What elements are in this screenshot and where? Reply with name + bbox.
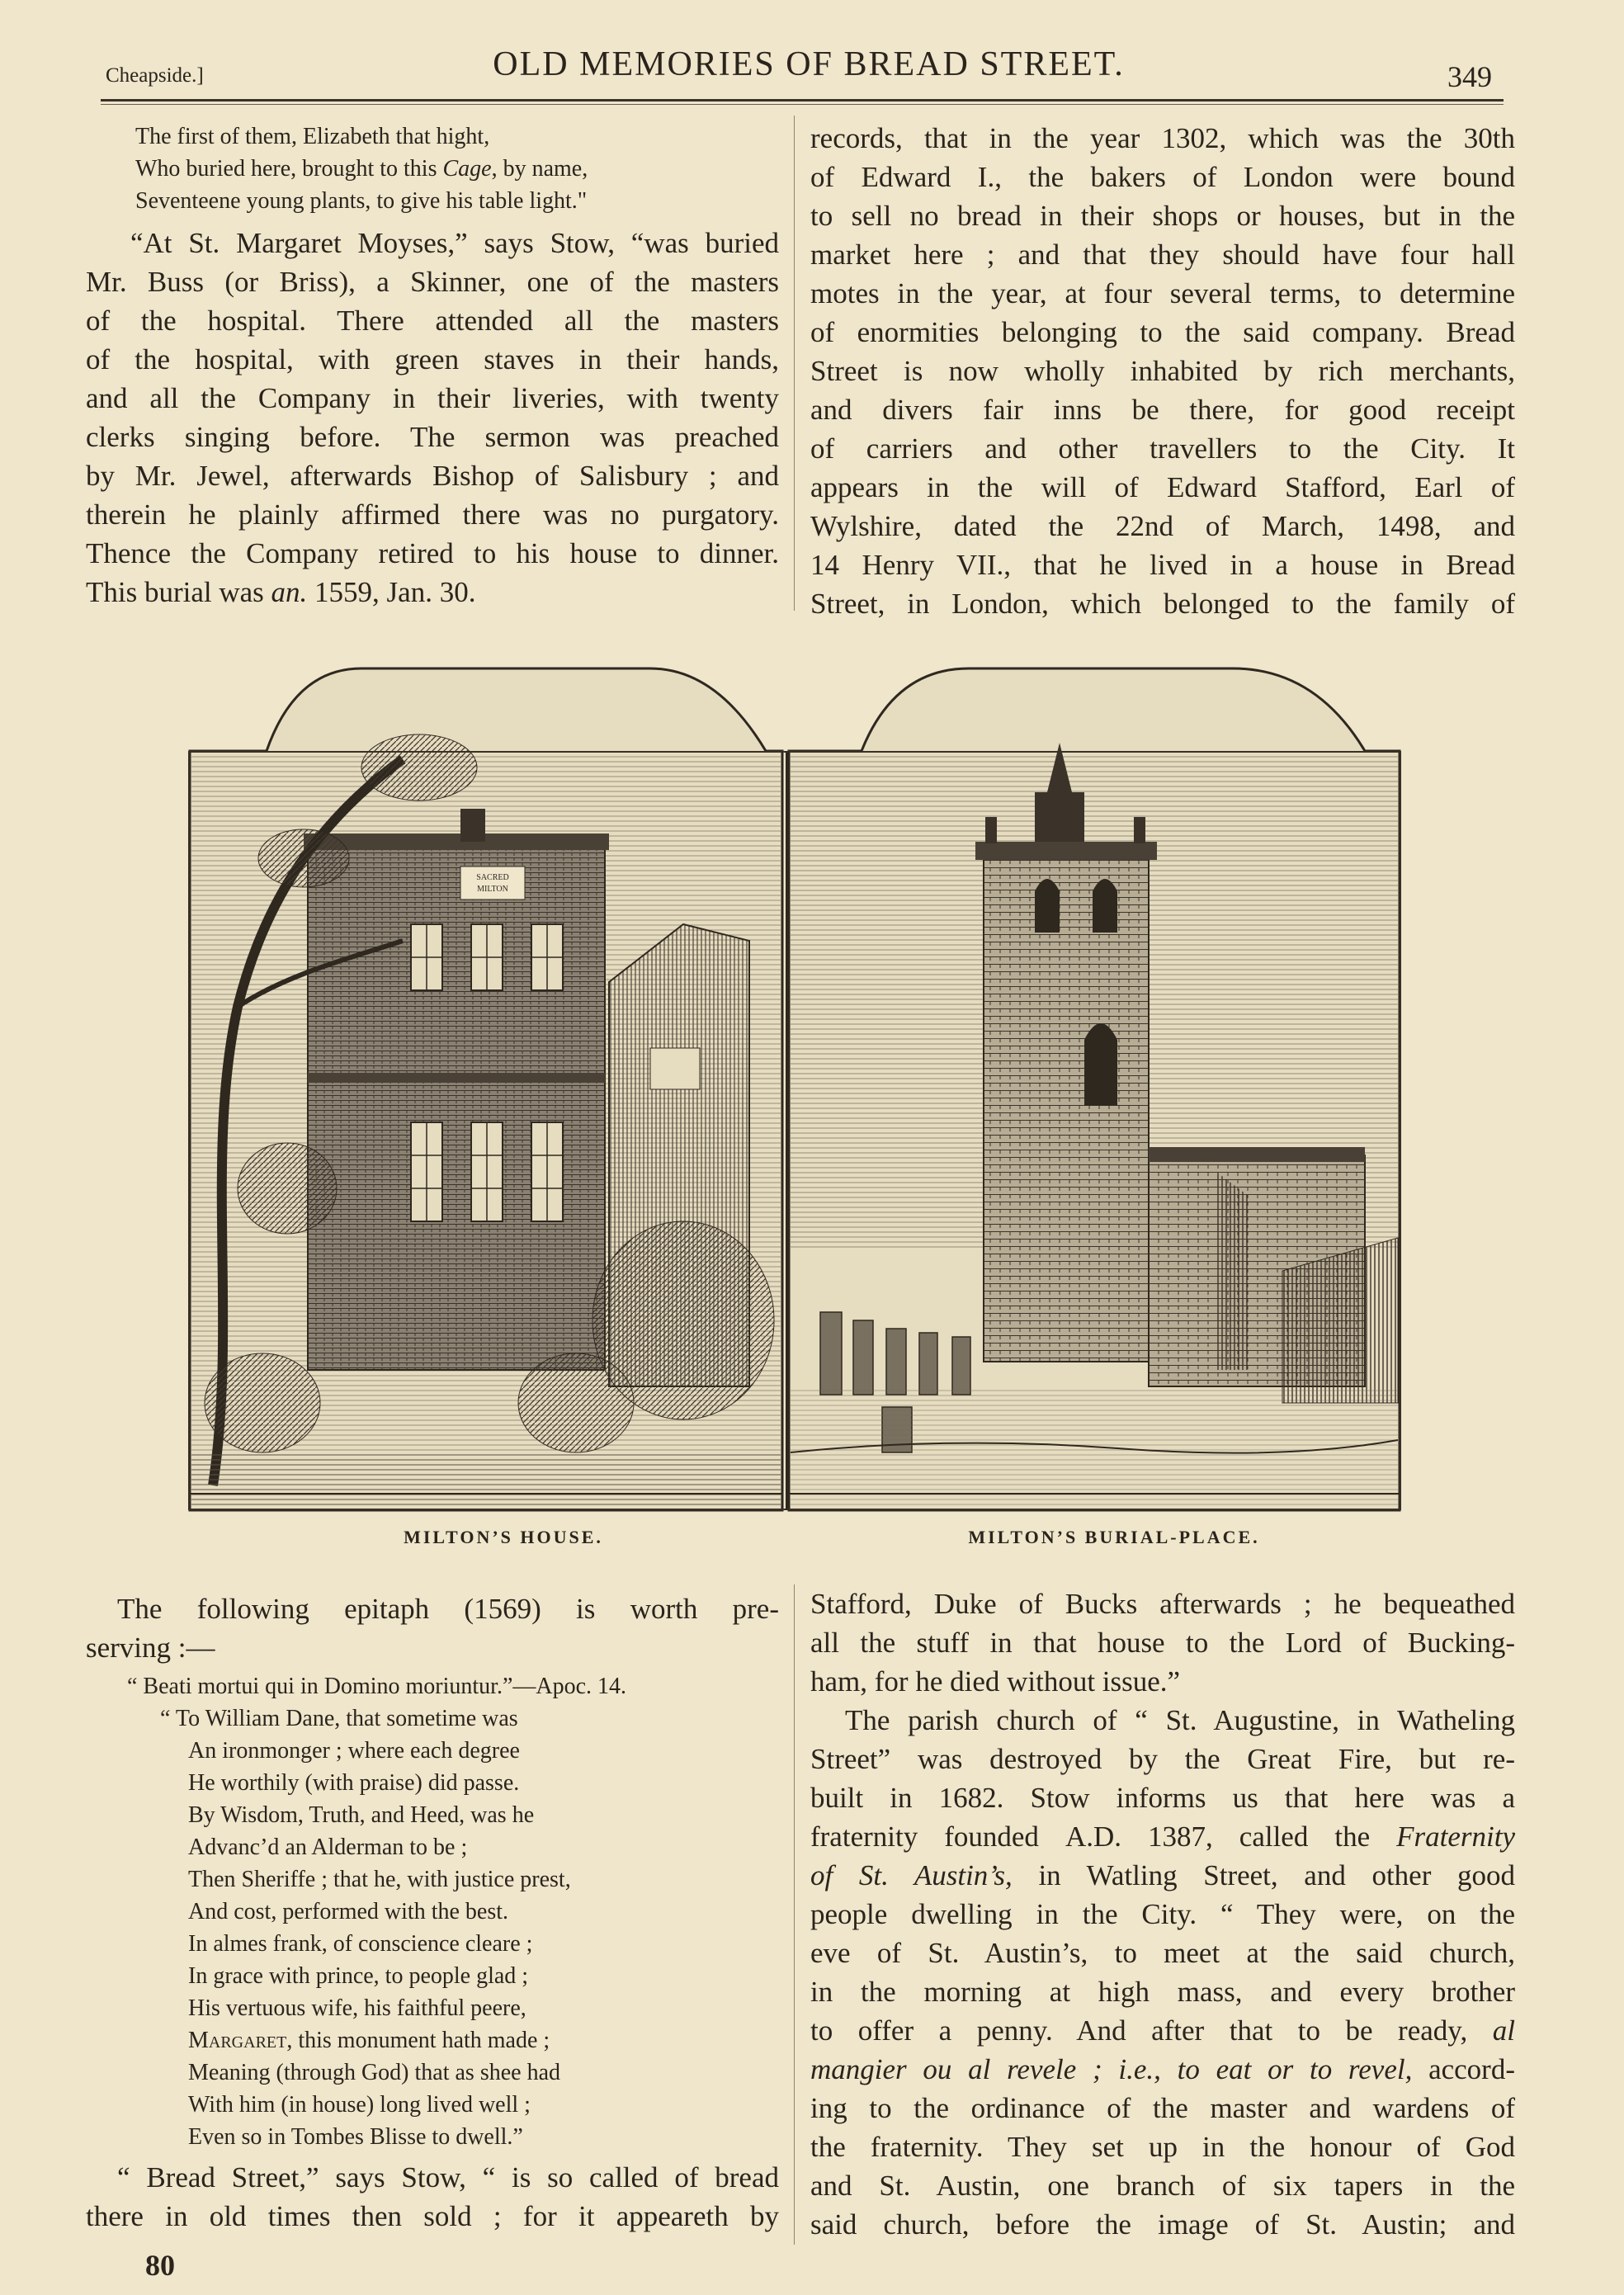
right-column-bottom <box>810 1584 1515 2244</box>
running-head-section: Cheapside.] <box>106 64 204 87</box>
text-line: Stafford, Duke of Bucks afterwards ; he bequeathed <box>810 1588 1515 1620</box>
text-line: 14 Henry VII., that he lived in a house in Bread <box>810 549 1515 581</box>
text-line: ing to the ordinance of the master and wardens of <box>810 2092 1515 2124</box>
page-number: 349 <box>1447 60 1492 93</box>
epitaph-line: With him (in house) long lived well ; <box>188 2092 531 2118</box>
text-line: built in 1682. Stow informs us that here was a <box>810 1782 1515 1814</box>
text-line: of the hospital, with green staves in their hands, <box>86 343 779 375</box>
illustration-divider <box>786 751 788 1510</box>
caption-miltons-burial-place: MILTON’S BURIAL-PLACE. <box>968 1527 1260 1547</box>
text-line: therein he plainly affirmed there was no purgatory. <box>86 498 779 531</box>
epitaph-line: Margaret, this monument hath made ; <box>188 2028 550 2053</box>
text-line: all the stuff in that house to the Lord of Bucking- <box>810 1627 1515 1659</box>
verse-line: Who buried here, brought to this Cage, by name, <box>135 156 588 182</box>
verse-quote <box>86 120 779 217</box>
text-line: said church, before the image of St. Austin; and <box>810 2208 1515 2241</box>
text-line: This burial was an. 1559, Jan. 30. <box>86 576 476 608</box>
epitaph-line: In almes frank, of conscience cleare ; <box>188 1931 533 1957</box>
caption-miltons-house: MILTON’S HOUSE. <box>404 1527 603 1547</box>
text-line: and St. Austin, one branch of six tapers in the <box>810 2170 1515 2202</box>
text-line: of St. Austin’s, in Watling Street, and other good <box>810 1859 1516 1891</box>
house-sign-line1: SACRED <box>476 873 509 882</box>
right-column-top <box>810 119 1515 623</box>
text-line: fraternity founded A.D. 1387, called the Fraternity <box>810 1820 1515 1853</box>
illustration-frame <box>188 751 1401 1510</box>
epitaph-line: His vertuous wife, his faithful peere, <box>188 1995 526 2021</box>
epitaph-line: Meaning (through God) that as shee had <box>188 2060 560 2085</box>
text-line: in the morning at high mass, and every brother <box>810 1976 1515 2008</box>
text-line: mangier ou al revele ; i.e., to eat or to revel, accord- <box>810 2053 1515 2085</box>
column-rule-top <box>794 116 795 611</box>
epitaph-line: By Wisdom, Truth, and Heed, was he <box>188 1802 535 1828</box>
text-line: appears in the will of Edward Stafford, Earl of <box>810 471 1515 503</box>
running-head-title: OLD MEMORIES OF BREAD STREET. <box>493 45 1125 83</box>
text-line: clerks singing before. The sermon was preached <box>86 421 779 453</box>
text-line: Thence the Company retired to his house to dinner. <box>86 537 779 569</box>
text-line: Street, in London, which belonged to the family of <box>810 588 1515 620</box>
text-line: to offer a penny. And after that to be ready, al <box>810 2014 1516 2047</box>
epitaph-line: He worthily (with praise) did passe. <box>188 1770 520 1796</box>
signature-mark: 80 <box>145 2249 175 2282</box>
text-line: and divers fair inns be there, for good receipt <box>810 394 1515 426</box>
epitaph-line: “ To William Dane, that sometime was <box>160 1706 518 1731</box>
text-line: serving :— <box>86 1632 215 1664</box>
epitaph-line: An ironmonger ; where each degree <box>188 1738 520 1764</box>
verse-line: The first of them, Elizabeth that hight, <box>135 124 490 149</box>
verse-line: Seventeene young plants, to give his table light." <box>135 188 588 214</box>
text-line: of Edward I., the bakers of London were bound <box>810 161 1515 193</box>
text-line: Street is now wholly inhabited by rich merchants, <box>810 355 1515 387</box>
epitaph-line: In grace with prince, to people glad ; <box>188 1963 529 1989</box>
text-line: of carriers and other travellers to the City. It <box>810 432 1515 465</box>
text-line: eve of St. Austin’s, to meet at the said church, <box>810 1937 1515 1969</box>
text-line: by Mr. Jewel, afterwards Bishop of Salisbury ; and <box>86 460 779 492</box>
text-line: Mr. Buss (or Briss), a Skinner, one of the masters <box>86 266 779 298</box>
epitaph <box>86 1670 779 2153</box>
epitaph-line: And cost, performed with the best. <box>188 1899 509 1924</box>
text-line: records, that in the year 1302, which was the 30th <box>810 122 1515 154</box>
house-sign-line2: MILTON <box>477 885 508 894</box>
text-line: there in old times then sold ; for it appeareth by <box>86 2200 779 2232</box>
header-rule <box>101 99 1504 102</box>
text-line: “ Bread Street,” says Stow, “ is so called of bread <box>117 2161 779 2193</box>
text-line: Street” was destroyed by the Great Fire, but re- <box>810 1743 1515 1775</box>
text-line: people dwelling in the City. “ They were, on the <box>810 1898 1515 1930</box>
text-line: the fraternity. They set up in the honour of God <box>810 2131 1515 2163</box>
epitaph-line: Even so in Tombes Blisse to dwell.” <box>188 2124 523 2150</box>
text-line: to sell no bread in their shops or houses, but in the <box>810 200 1515 232</box>
text-line: The following epitaph (1569) is worth pre- <box>117 1593 779 1625</box>
column-rule-bottom <box>794 1584 795 2245</box>
text-line: of the hospital. There attended all the masters <box>86 305 779 337</box>
motto: “ Beati mortui qui in Domino moriuntur.”—Apoc. 14. <box>127 1674 627 1699</box>
text-line: market here ; and that they should have four hall <box>810 238 1515 271</box>
left-column-bottom <box>86 1589 779 2236</box>
epitaph-line: Then Sheriffe ; that he, with justice prest, <box>188 1867 571 1892</box>
text-line: Wylshire, dated the 22nd of March, 1498, and <box>810 510 1515 542</box>
text-line: “At St. Margaret Moyses,” says Stow, “was buried <box>130 227 779 259</box>
text-line: motes in the year, at four several terms, to determine <box>810 277 1515 309</box>
epitaph-line: Advanc’d an Alderman to be ; <box>188 1835 468 1860</box>
text-line: ham, for he died without issue.” <box>810 1665 1181 1698</box>
text-line: of enormities belonging to the said company. Bread <box>810 316 1515 348</box>
text-line: The parish church of “ St. Augustine, in Watheling <box>845 1704 1515 1736</box>
header-rule-thin <box>101 104 1504 105</box>
text-line: and all the Company in their liveries, with twenty <box>86 382 779 414</box>
left-column-top <box>86 120 779 612</box>
